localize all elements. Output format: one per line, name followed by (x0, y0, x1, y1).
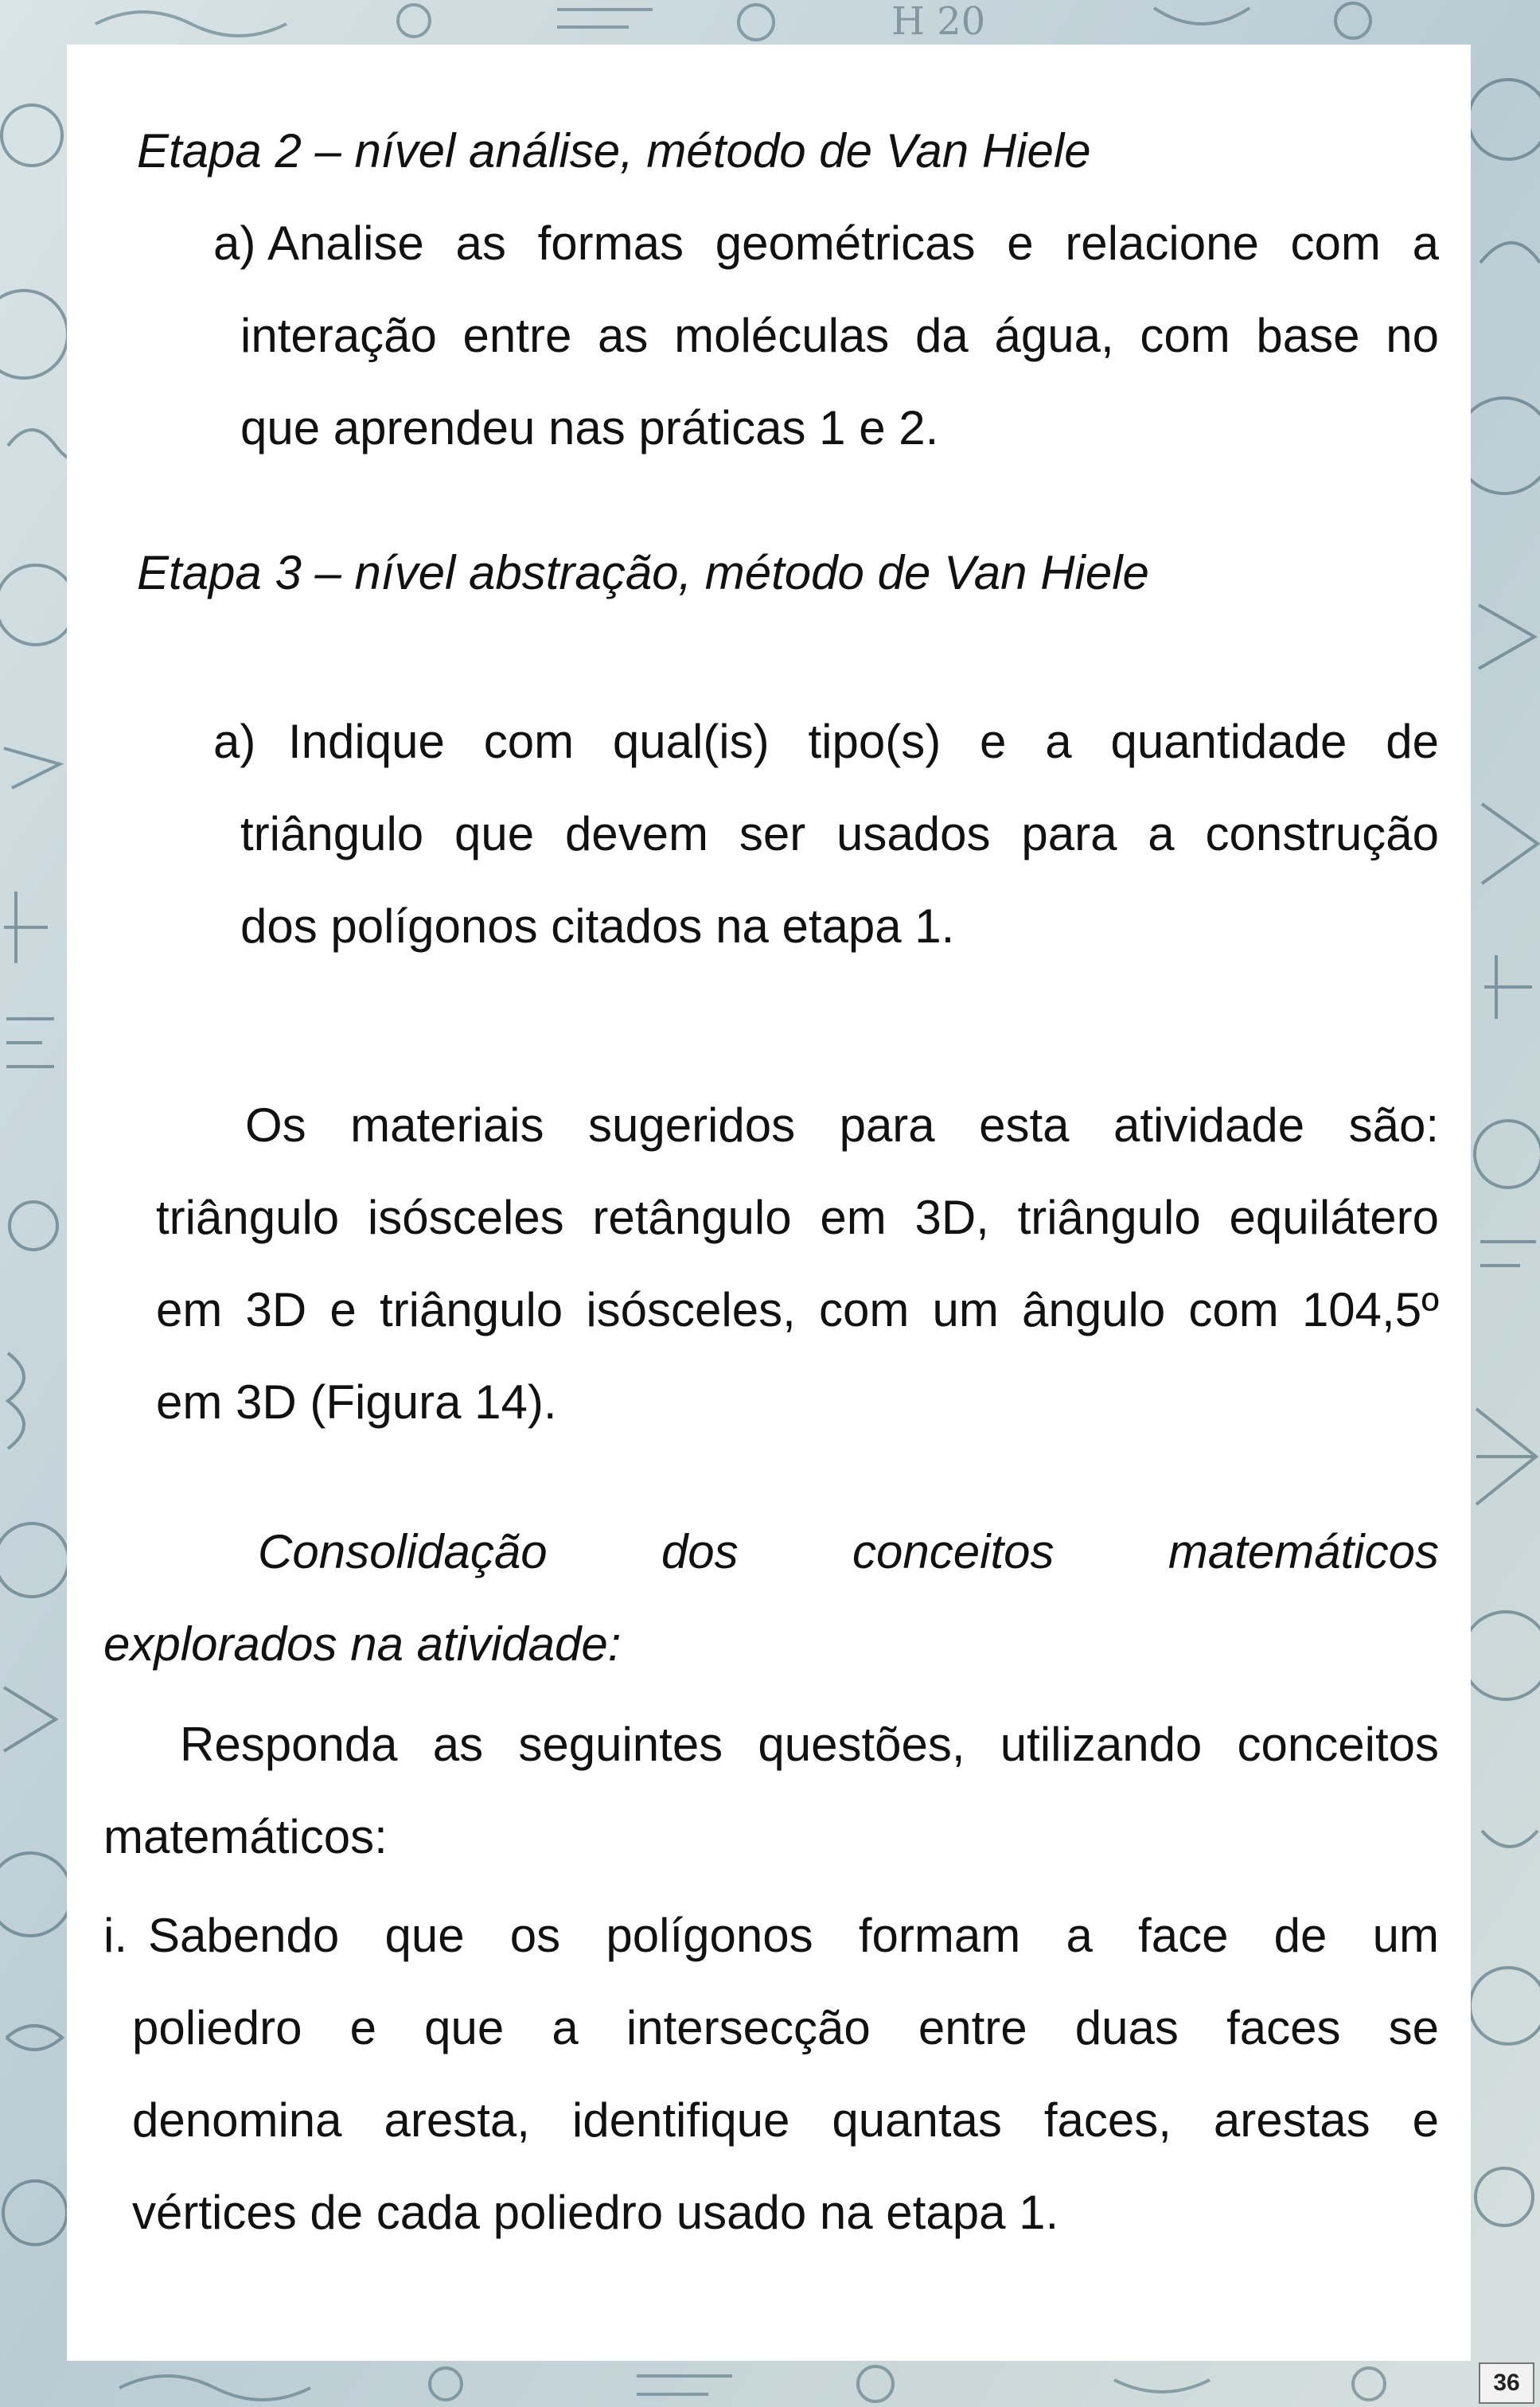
consolidation-line-2: explorados na atividade: (103, 1617, 622, 1671)
h2o-watermark: H 20 (891, 0, 986, 44)
etapa3-item-a-line-1: Indique com qual(is) tipo(s) e a quantidade de (288, 715, 1439, 768)
etapa3-heading: Etapa 3 – nível abstração, método de Van Hiele (137, 546, 1149, 599)
etapa2-item-a-marker: a) (213, 217, 256, 270)
materials-line-4: em 3D (Figura 14). (156, 1375, 557, 1429)
question-i-marker: i. (103, 1909, 127, 1962)
etapa2-item-a-line-3: que aprendeu nas práticas 1 e 2. (240, 401, 939, 454)
etapa2-heading: Etapa 2 – nível análise, método de Van Hiele (137, 124, 1091, 178)
materials-line-3: em 3D e triângulo isósceles, com um ângulo com 104,5º (156, 1283, 1439, 1336)
materials-line-2: triângulo isósceles retângulo em 3D, triângulo equilátero (156, 1191, 1439, 1244)
instruction-line-2: matemáticos: (103, 1810, 388, 1863)
materials-line-1: Os materiais sugeridos para esta atividade são: (245, 1098, 1439, 1152)
question-i-line-4: vértices de cada poliedro usado na etapa 1. (132, 2186, 1059, 2239)
etapa2-item-a-line-2: interação entre as moléculas da água, com base no (240, 309, 1439, 362)
question-i-line-3: denomina aresta, identifique quantas faces, arestas e (132, 2093, 1439, 2147)
question-i-line-1: Sabendo que os polígonos formam a face de um (148, 1909, 1439, 1962)
instruction-line-1: Responda as seguintes questões, utilizando conceitos (180, 1718, 1439, 1771)
etapa2-item-a-line-1: Analise as formas geométricas e relacione com a (267, 217, 1439, 270)
etapa3-item-a-line-3: dos polígonos citados na etapa 1. (240, 899, 955, 953)
page-number: 36 (1479, 2362, 1534, 2404)
etapa3-item-a-line-2: triângulo que devem ser usados para a construção (240, 807, 1439, 860)
etapa3-item-a-marker: a) (213, 715, 256, 768)
question-i-line-2: poliedro e que a intersecção entre duas faces se (132, 2001, 1439, 2054)
consolidation-line-1: Consolidação dos conceitos matemáticos (258, 1525, 1439, 1578)
